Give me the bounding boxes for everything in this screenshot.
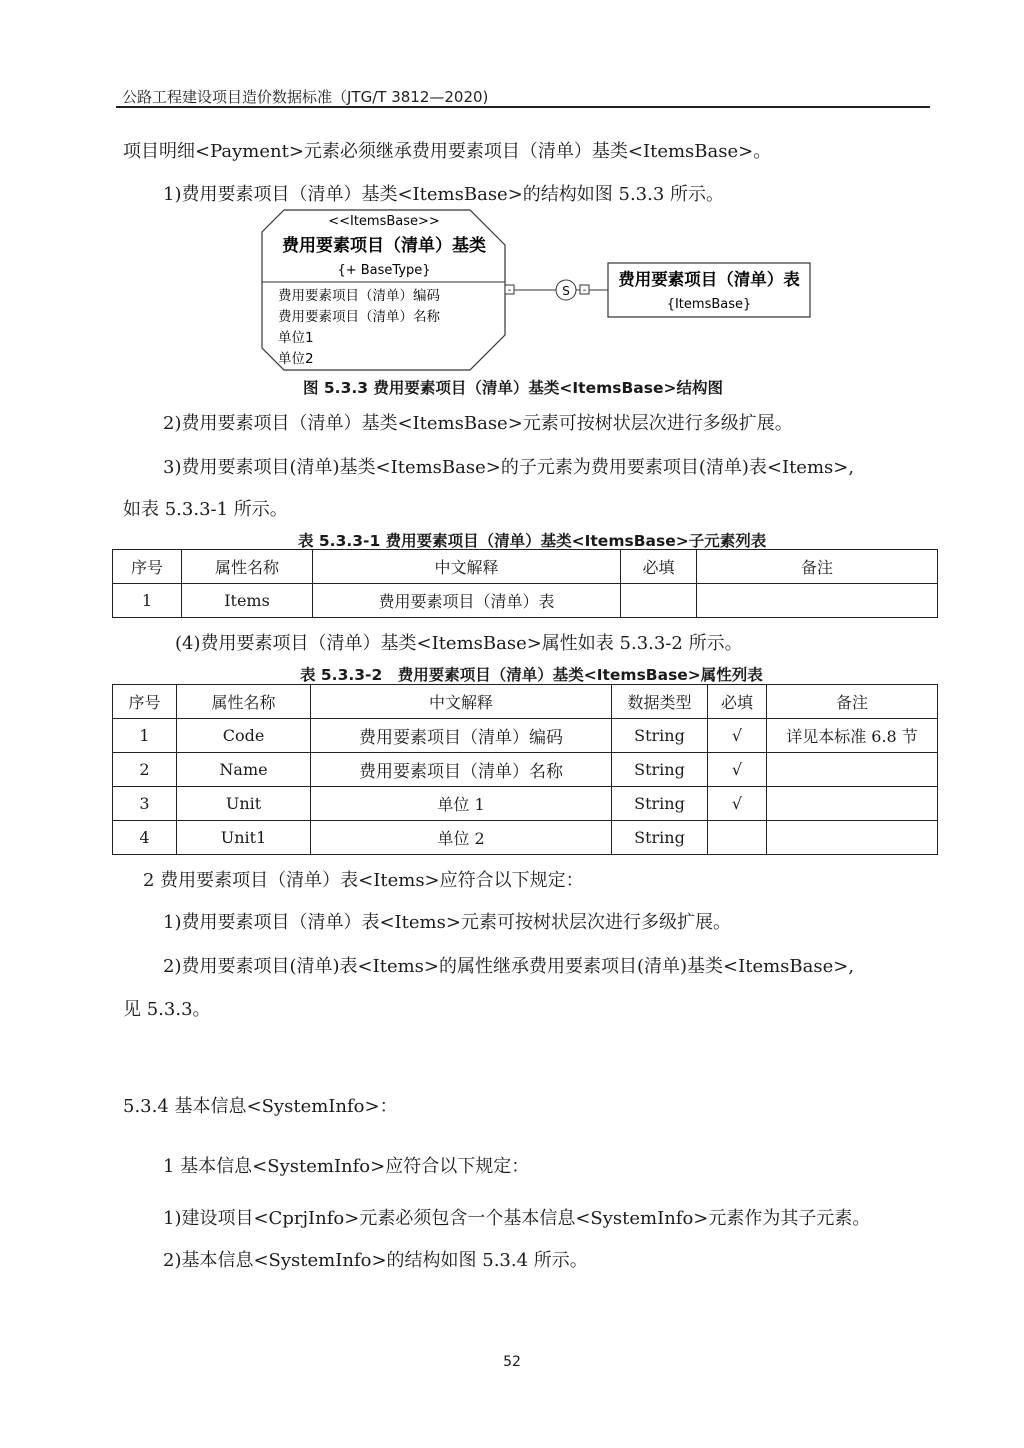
paragraph-14: 2)基本信息<SystemInfo>的结构如图 5.3.4 所示。 [163, 1250, 588, 1271]
table2-caption: 表 5.3.3-2 费用要素项目（清单）基类<ItemsBase>属性列表 [300, 666, 763, 684]
attribute-unit: 单位1 [278, 330, 314, 346]
table2-cell: Code [177, 719, 311, 753]
table2-cell: 费用要素项目（清单）名称 [311, 753, 612, 787]
table2-cell: String [612, 821, 708, 855]
table2-cell: 单位 2 [311, 821, 612, 855]
paragraph-12: 1 基本信息<SystemInfo>应符合以下规定： [163, 1156, 530, 1177]
table2-cell: 详见本标准 6.8 节 [767, 719, 938, 753]
sequence-node-label: S [562, 284, 570, 298]
table1-header-cell: 序号 [113, 550, 182, 584]
table2-cell [767, 787, 938, 821]
table2-cell: String [612, 719, 708, 753]
table2-cell: 3 [113, 787, 177, 821]
table2-header-cell: 属性名称 [177, 685, 311, 719]
table2-header-cell: 序号 [113, 685, 177, 719]
table1-header-cell: 备注 [697, 550, 938, 584]
table1-caption: 表 5.3.3-1 费用要素项目（清单）基类<ItemsBase>子元素列表 [298, 532, 767, 550]
table2-cell: 2 [113, 753, 177, 787]
paragraph-13: 1)建设项目<CprjInfo>元素必须包含一个基本信息<SystemInfo>元素作为其子元素。 [163, 1208, 871, 1229]
paragraph-5: 如表 5.3.3-1 所示。 [123, 499, 288, 520]
table2-cell [767, 821, 938, 855]
table1-header-cell: 属性名称 [182, 550, 313, 584]
paragraph-10: 见 5.3.3。 [123, 999, 211, 1020]
items-element-type: {ItemsBase} [666, 297, 752, 312]
collapse-minus-right: - [582, 285, 587, 296]
running-header: 公路工程建设项目造价数据标准（JTG/T 3812—2020) [122, 88, 489, 106]
table2-cell: Unit [177, 787, 311, 821]
attribute-name: 费用要素项目（清单）名称 [278, 309, 440, 325]
table2-header-cell: 必填 [708, 685, 767, 719]
table1-cell: 费用要素项目（清单）表 [313, 584, 621, 618]
paragraph-7: 2 费用要素项目（清单）表<Items>应符合以下规定： [143, 870, 584, 891]
table2-header-cell: 中文解释 [311, 685, 612, 719]
table2-header-cell: 备注 [767, 685, 938, 719]
table1-cell: Items [182, 584, 313, 618]
paragraph-1: 项目明细<Payment>元素必须继承费用要素项目（清单）基类<ItemsBase>。 [123, 141, 772, 162]
table2-cell: 单位 1 [311, 787, 612, 821]
table-row [113, 719, 938, 753]
header-rule [116, 106, 930, 108]
items-element-name: 费用要素项目（清单）表 [618, 270, 800, 289]
table2-cell: 1 [113, 719, 177, 753]
base-type-label: {+ BaseType} [337, 263, 431, 278]
table1-cell: 1 [113, 584, 182, 618]
itemsbase-structure-diagram [250, 205, 820, 375]
paragraph-4: 3)费用要素项目(清单)基类<ItemsBase>的子元素为费用要素项目(清单)表<Items>, [163, 457, 855, 478]
table2-cell: Name [177, 753, 311, 787]
table2-header-row [113, 685, 938, 719]
table2-cell [708, 821, 767, 855]
table2-cell: 费用要素项目（清单）编码 [311, 719, 612, 753]
table2-cell: String [612, 753, 708, 787]
paragraph-8: 1)费用要素项目（清单）表<Items>元素可按树状层次进行多级扩展。 [163, 912, 731, 933]
figure-caption: 图 5.3.3 费用要素项目（清单）基类<ItemsBase>结构图 [303, 379, 723, 397]
table2-cell: √ [708, 753, 767, 787]
attribute-unit2: 单位2 [278, 351, 314, 367]
table-row [113, 584, 938, 618]
collapse-minus-left: - [507, 285, 512, 296]
paragraph-2: 1)费用要素项目（清单）基类<ItemsBase>的结构如图 5.3.3 所示。 [163, 184, 725, 205]
table1-header-cell: 中文解释 [313, 550, 621, 584]
table-row [113, 821, 938, 855]
stereotype-label: <<ItemsBase>> [328, 214, 440, 229]
table2-cell: 4 [113, 821, 177, 855]
paragraph-6: (4)费用要素项目（清单）基类<ItemsBase>属性如表 5.3.3-2 所示。 [175, 633, 743, 654]
attribute-code: 费用要素项目（清单）编码 [278, 288, 440, 304]
table2-cell: √ [708, 719, 767, 753]
paragraph-9: 2)费用要素项目(清单)表<Items>的属性继承费用要素项目(清单)基类<ItemsBase>, [163, 956, 855, 977]
page-number: 52 [503, 1354, 521, 1370]
table1-header-row [113, 550, 938, 584]
paragraph-3: 2)费用要素项目（清单）基类<ItemsBase>元素可按树状层次进行多级扩展。 [163, 413, 793, 434]
table2-cell [767, 753, 938, 787]
table2-cell: Unit1 [177, 821, 311, 855]
table2-header-cell: 数据类型 [612, 685, 708, 719]
table-row [113, 787, 938, 821]
table1-header-cell: 必填 [621, 550, 697, 584]
table1-cell [621, 584, 697, 618]
table-row [113, 753, 938, 787]
table2-cell: String [612, 787, 708, 821]
table2-cell: √ [708, 787, 767, 821]
table-attributes [112, 684, 938, 855]
table1-cell [697, 584, 938, 618]
section-heading-5-3-4: 5.3.4 基本信息<SystemInfo>： [123, 1096, 398, 1117]
class-name-label: 费用要素项目（清单）基类 [282, 236, 486, 256]
table-children [112, 549, 938, 618]
